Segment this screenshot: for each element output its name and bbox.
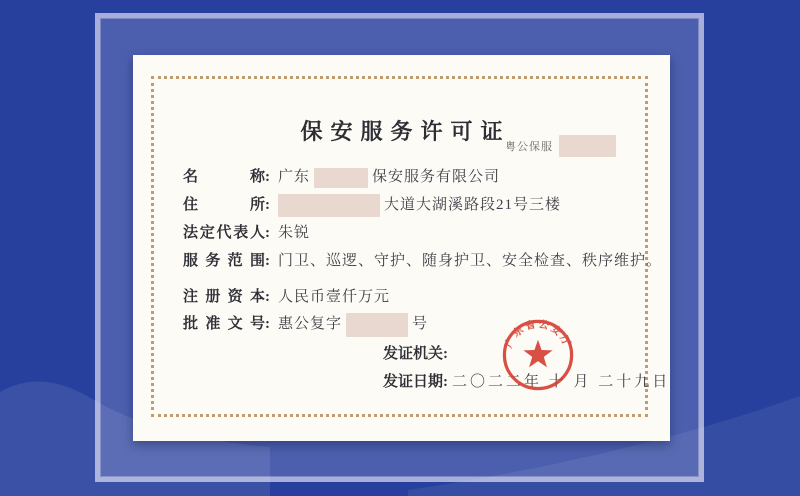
- field-label-scope: 服务范围: [183, 253, 265, 269]
- certificate-paper: [133, 55, 670, 441]
- issue-date-value: 二〇二二年 十 月 二十九日: [452, 374, 671, 390]
- official-seal: [482, 299, 594, 411]
- issue-date-line: [383, 370, 670, 391]
- serial-redaction-box: [559, 135, 616, 157]
- field-row-scope: [183, 249, 662, 270]
- field-colon: :: [265, 316, 270, 332]
- field-row-approval: [183, 312, 428, 337]
- approval-redaction-box: [346, 313, 408, 337]
- field-label-legal-rep: 法定代表人: [183, 225, 265, 241]
- field-colon: :: [265, 225, 270, 241]
- field-value-approval-prefix: 惠公复字: [278, 316, 343, 332]
- field-label-capital: 注册资本: [183, 289, 265, 305]
- field-label-name: 名称: [183, 169, 265, 185]
- field-row-address: [183, 193, 561, 217]
- serial-prefix: 粤公保服: [505, 141, 553, 153]
- field-value-approval-suffix: 号: [412, 316, 429, 332]
- field-value-name-prefix: 广东: [278, 169, 311, 185]
- svg-text:广东省公安厅: [502, 317, 575, 350]
- field-row-capital: [183, 285, 390, 306]
- field-row-name: [183, 165, 500, 188]
- field-value-address-suffix: 大道大湖溪路段21号三楼: [384, 197, 562, 213]
- field-colon: :: [265, 289, 270, 305]
- issuing-authority-label: 发证机关:: [383, 346, 448, 362]
- seal-arc-text: 广东省公安厅: [503, 319, 573, 350]
- serial-number-line: [505, 135, 616, 157]
- field-colon: :: [265, 169, 270, 185]
- field-row-legal-rep: [183, 221, 310, 242]
- field-value-scope: 门卫、巡逻、守护、随身护卫、安全检查、秩序维护。: [278, 253, 663, 269]
- field-colon: :: [265, 197, 270, 213]
- issue-date-label: 发证日期:: [383, 374, 448, 390]
- field-label-approval: 批准文号: [183, 316, 265, 332]
- field-value-legal-rep: 朱锐: [278, 225, 311, 241]
- address-redaction-box: [278, 194, 380, 217]
- issuing-authority-line: [383, 342, 448, 363]
- name-redaction-box: [314, 168, 368, 188]
- field-colon: :: [265, 253, 270, 269]
- field-value-name-suffix: 保安服务有限公司: [372, 169, 501, 185]
- certificate-title: 保安服务许可证: [300, 119, 511, 144]
- field-value-capital: 人民币壹仟万元: [278, 289, 391, 305]
- seal-star-icon: [523, 340, 552, 368]
- field-label-address: 住所: [183, 197, 265, 213]
